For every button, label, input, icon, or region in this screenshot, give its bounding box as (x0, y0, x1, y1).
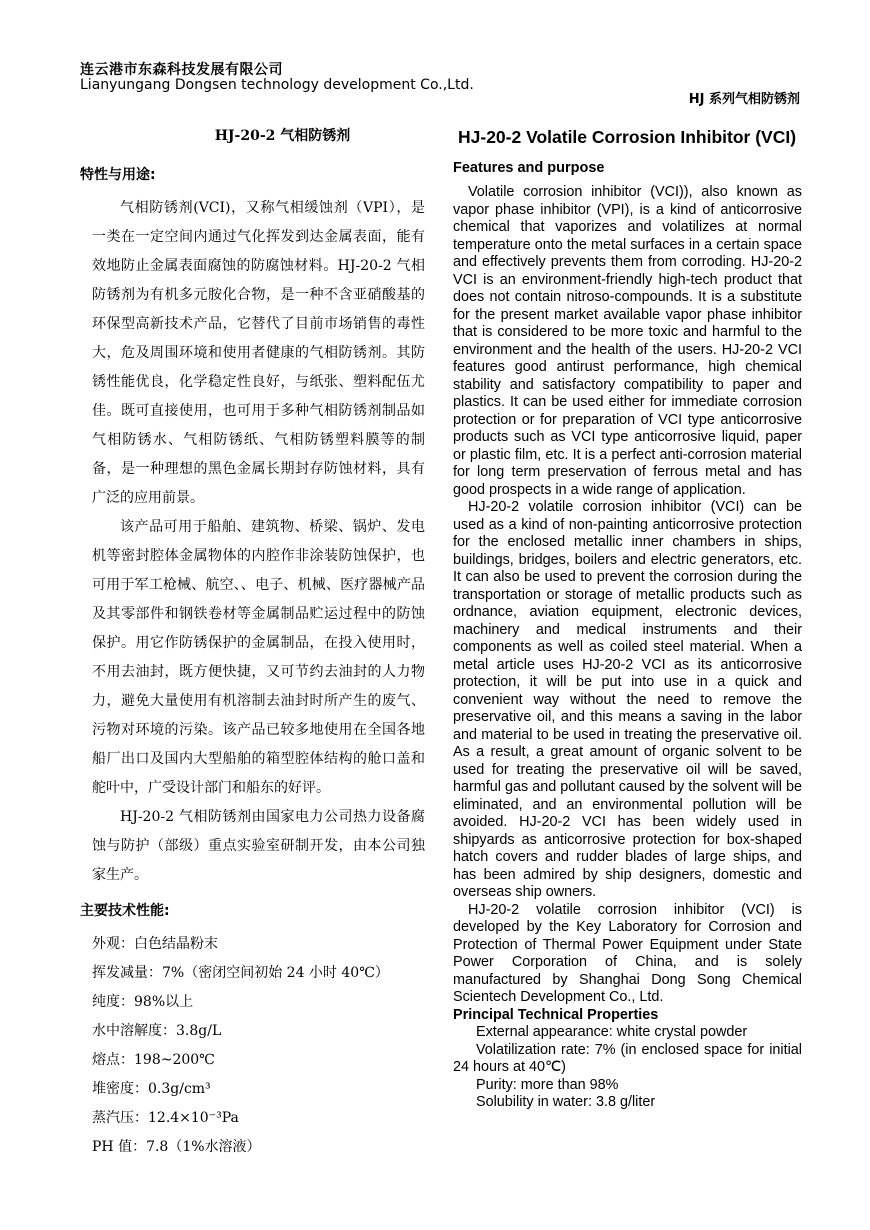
properties-list-cn (80, 930, 425, 1162)
properties-heading-en: Principal Technical Properties (453, 1006, 659, 1023)
paragraph-en-1: Volatile corrosion inhibitor (VCI)), also known as vapor phase inhibitor (VPI), is a kind of anticorrosive chemical that vaporizes and volatilizes at normal temperature onto the metal surfaces in a certain space and effectively prevents them from corroding. HJ-20-2 VCI is an environment-friendly high-tech product that does not contain nitroso-compounds. It is a substitute for the present market available vapor phase inhibitor that is considered to be more toxic and harmful to the environment and the health of the users. HJ-20-2 VCI features good antirust performance, high chemical stability and satisfactory compatibility to paper and plastics. It can be used either for immediate corrosion protection or for preparation of VCI type anticorrosive products such as VCI type anticorrosive liquid, paper or plastic film, etc. It is a perfect anti-corrosion material for long term preservation of ferrous metal and has good prospects in a wide range of application. (453, 184, 802, 498)
chinese-column (80, 124, 425, 1162)
property-volatilization-cn: 挥发减量：7%（密闭空间初始 24 小时 40℃） (92, 965, 389, 981)
product-title-en: HJ-20-2 Volatile Corrosion Inhibitor (VCI) (458, 127, 797, 147)
paragraph-cn-3: HJ-20-2 气相防锈剂由国家电力公司热力设备腐蚀与防护（部级）重点实验室研制开发，由本公司独家生产。 (92, 809, 425, 883)
property-vapor-pressure-cn: 蒸汽压：12.4×10⁻³Pa (92, 1110, 239, 1126)
properties-list-en (453, 1024, 802, 1112)
paragraph-en-3: HJ-20-2 volatile corrosion inhibitor (VCI) is developed by the Key Laboratory for Corrosion and Protection of Thermal Power Equipment under State Power Corporation of China, and is solely manufactured by Shanghai Dong Song Chemical Scientech Development Co., Ltd. (453, 901, 802, 1005)
company-name-cn: 连云港市东森科技发展有限公司 (80, 62, 283, 78)
property-solubility-en: Solubility in water: 3.8 g/liter (476, 1094, 656, 1110)
company-name-en: Lianyungang Dongsen technology development Co.,Ltd. (80, 77, 474, 93)
product-series-label: HJ 系列气相防锈剂 (688, 92, 800, 107)
property-volatilization-en: Volatilization rate: 7% (in enclosed space for initial 24 hours at 40℃) (453, 1041, 802, 1075)
features-heading-en: Features and purpose (453, 160, 605, 176)
property-bulk-density-cn: 堆密度：0.3g/cm³ (92, 1081, 211, 1097)
property-ph-cn: PH 值：7.8（1%水溶液） (92, 1139, 261, 1155)
property-purity-en: Purity: more than 98% (476, 1076, 619, 1093)
product-title-cn: HJ-20-2 气相防锈剂 (214, 128, 351, 144)
properties-heading-cn: 主要技术性能: (80, 903, 170, 919)
paragraph-cn-1: 气相防锈剂(VCI)，又称气相缓蚀剂（VPI），是一类在一定空间内通过气化挥发到达金属表面，能有效地防止金属表面腐蚀的防腐蚀材料。HJ-20-2 气相防锈剂为有机多元胺化合物，是一种不含亚硝酸基的环保型高新技术产品，它替代了目前市场销售的毒性大，危及周围环境和使用者健康的气相防锈剂。其防锈性能优良，化学稳定性良好，与纸张、塑料配伍尤佳。既可直接使用，也可用于多种气相防锈剂制品如气相防锈水、气相防锈纸、气相防锈塑料膜等的制备，是一种理想的黑色金属长期封存防蚀材料，具有广泛的应用前景。 (92, 200, 425, 506)
english-column (453, 124, 802, 1112)
property-purity-cn: 纯度：98%以上 (92, 994, 194, 1010)
paragraph-en-2: HJ-20-2 volatile corrosion inhibitor (VCI) can be used as a kind of non-painting anticorrosive protection for the enclosed metallic inner chambers in ships, buildings, bridges, boilers and electric generators, etc. It can also be used to prevent the corrosion during the transportation or storage of metallic products such as ordnance, aviation equipment, electronic devices, machinery and medical instruments and their components as well as coiled steel material. When a metal article uses HJ-20-2 VCI as its anticorrosive protection, it will be put into use in a quick and convenient way without the need to remove the preservative oil, and this means a saving in the labor and material to be used in treating the preservative oil. As a result, a great amount of organic solvent to be used for treating the preservative oil will be saved, harmful gas and pollutant caused by the solvent will be eliminated, and an environmental pollution will be avoided. HJ-20-2 VCI has been widely used in shipyards as anticorrosive protection for box-shaped hatch covers and rudder blades of large ships, and has been admired by ship designers, domestic and overseas ship owners. (453, 499, 802, 900)
property-appearance-en: External appearance: white crystal powder (476, 1024, 748, 1040)
property-melting-point-cn: 熔点：198~200℃ (92, 1052, 215, 1068)
property-solubility-cn: 水中溶解度：3.8g/L (92, 1023, 222, 1039)
features-heading-cn: 特性与用途: (80, 167, 156, 183)
paragraph-cn-2: 该产品可用于船舶、建筑物、桥梁、锅炉、发电机等密封腔体金属物体的内腔作非涂装防蚀保护，也可用于军工枪械、航空、、电子、机械、医疗器械产品及其零部件和钢铁卷材等金属制品贮运过程中的防蚀保护。用它作防锈保护的金属制品，在投入使用时，不用去油封，既方便快捷，又可节约去油封的人力物力，避免大量使用有机溶制去油封时所产生的废气、污物对环境的污染。该产品已较多地使用在全国各地船厂出口及国内大型船舶的箱型腔体结构的舱口盖和舵叶中，广受设计部门和船东的好评。 (92, 519, 425, 796)
property-appearance-cn: 外观：白色结晶粉末 (92, 936, 218, 952)
